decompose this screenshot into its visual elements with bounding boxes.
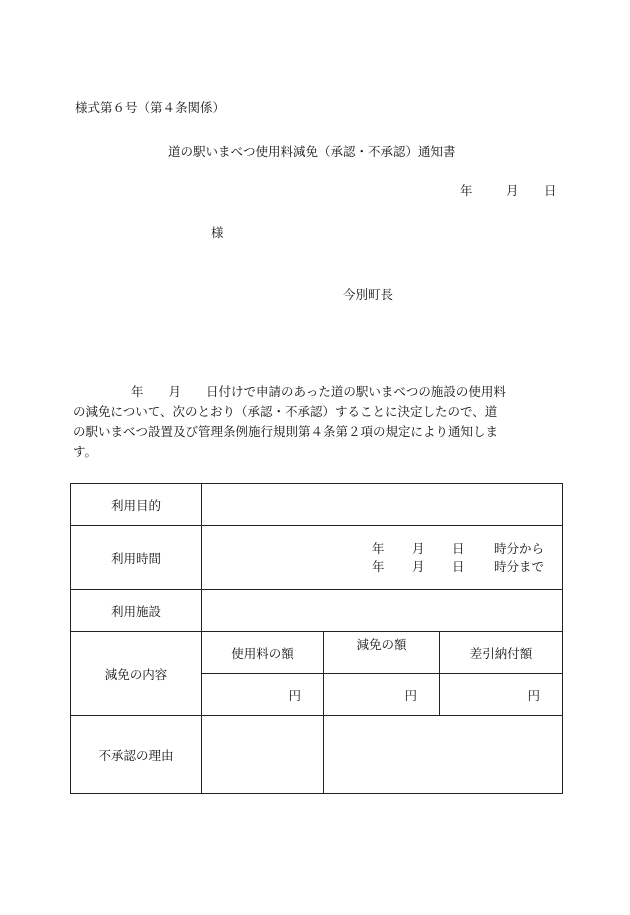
table-row-rejection	[71, 716, 563, 794]
rejection-reason-cell[interactable]	[202, 716, 324, 794]
table-row-purpose	[71, 484, 563, 526]
date-day-label: 日	[544, 183, 557, 198]
time-year: 年	[371, 540, 385, 556]
purpose-field[interactable]	[202, 484, 563, 526]
issuer-name: 今別町長	[343, 287, 394, 302]
body-line: 年 月 日付けで申請のあった道の駅いまべつの施設の使用料	[131, 384, 506, 399]
time-day: 日	[451, 558, 465, 574]
facility-label: 利用施設	[71, 590, 202, 632]
time-minute-to: 分まで	[506, 558, 545, 574]
reduction-amount-header: 減免の額	[324, 632, 440, 674]
notice-body	[73, 382, 559, 462]
date-year-label: 年	[460, 183, 473, 198]
form-number: 様式第６号（第４条関係）	[75, 100, 226, 115]
body-line: す。	[73, 444, 98, 459]
rejection-reason-field[interactable]	[324, 716, 563, 794]
table-row-time	[71, 526, 563, 590]
time-hour: 時	[493, 558, 507, 574]
time-field[interactable]	[202, 526, 563, 590]
purpose-label: 利用目的	[71, 484, 202, 526]
time-day: 日	[451, 540, 465, 556]
addressee-honorific: 様	[211, 225, 224, 240]
time-month: 月	[411, 540, 425, 556]
time-year: 年	[371, 558, 385, 574]
time-label: 利用時間	[71, 526, 202, 590]
net-payment-header: 差引納付額	[440, 632, 563, 674]
fee-amount-field[interactable]: 円	[202, 674, 324, 716]
time-month: 月	[411, 558, 425, 574]
details-table	[70, 483, 563, 794]
reduction-amount-field[interactable]: 円	[324, 674, 440, 716]
table-row-reduction-headers	[71, 632, 563, 674]
body-line: の減免について、次のとおり（承認・不承認）することに決定したので、道	[73, 404, 498, 419]
time-from-line	[202, 540, 544, 558]
net-payment-field[interactable]: 円	[440, 674, 563, 716]
issue-date	[460, 181, 557, 199]
reduction-label: 減免の内容	[71, 632, 202, 716]
date-month-label: 月	[506, 183, 519, 198]
body-line: の駅いまべつ設置及び管理条例施行規則第４条第２項の規定により通知しま	[73, 424, 499, 439]
rejection-reason-label: 不承認の理由	[71, 716, 202, 794]
fee-header: 使用料の額	[202, 632, 324, 674]
time-to-line	[202, 558, 544, 576]
table-row-facility	[71, 590, 563, 632]
document-title: 道の駅いまべつ使用料減免（承認・不承認）通知書	[168, 144, 456, 159]
facility-field[interactable]	[202, 590, 563, 632]
time-hour: 時	[493, 540, 507, 556]
time-minute-from: 分から	[506, 540, 545, 556]
